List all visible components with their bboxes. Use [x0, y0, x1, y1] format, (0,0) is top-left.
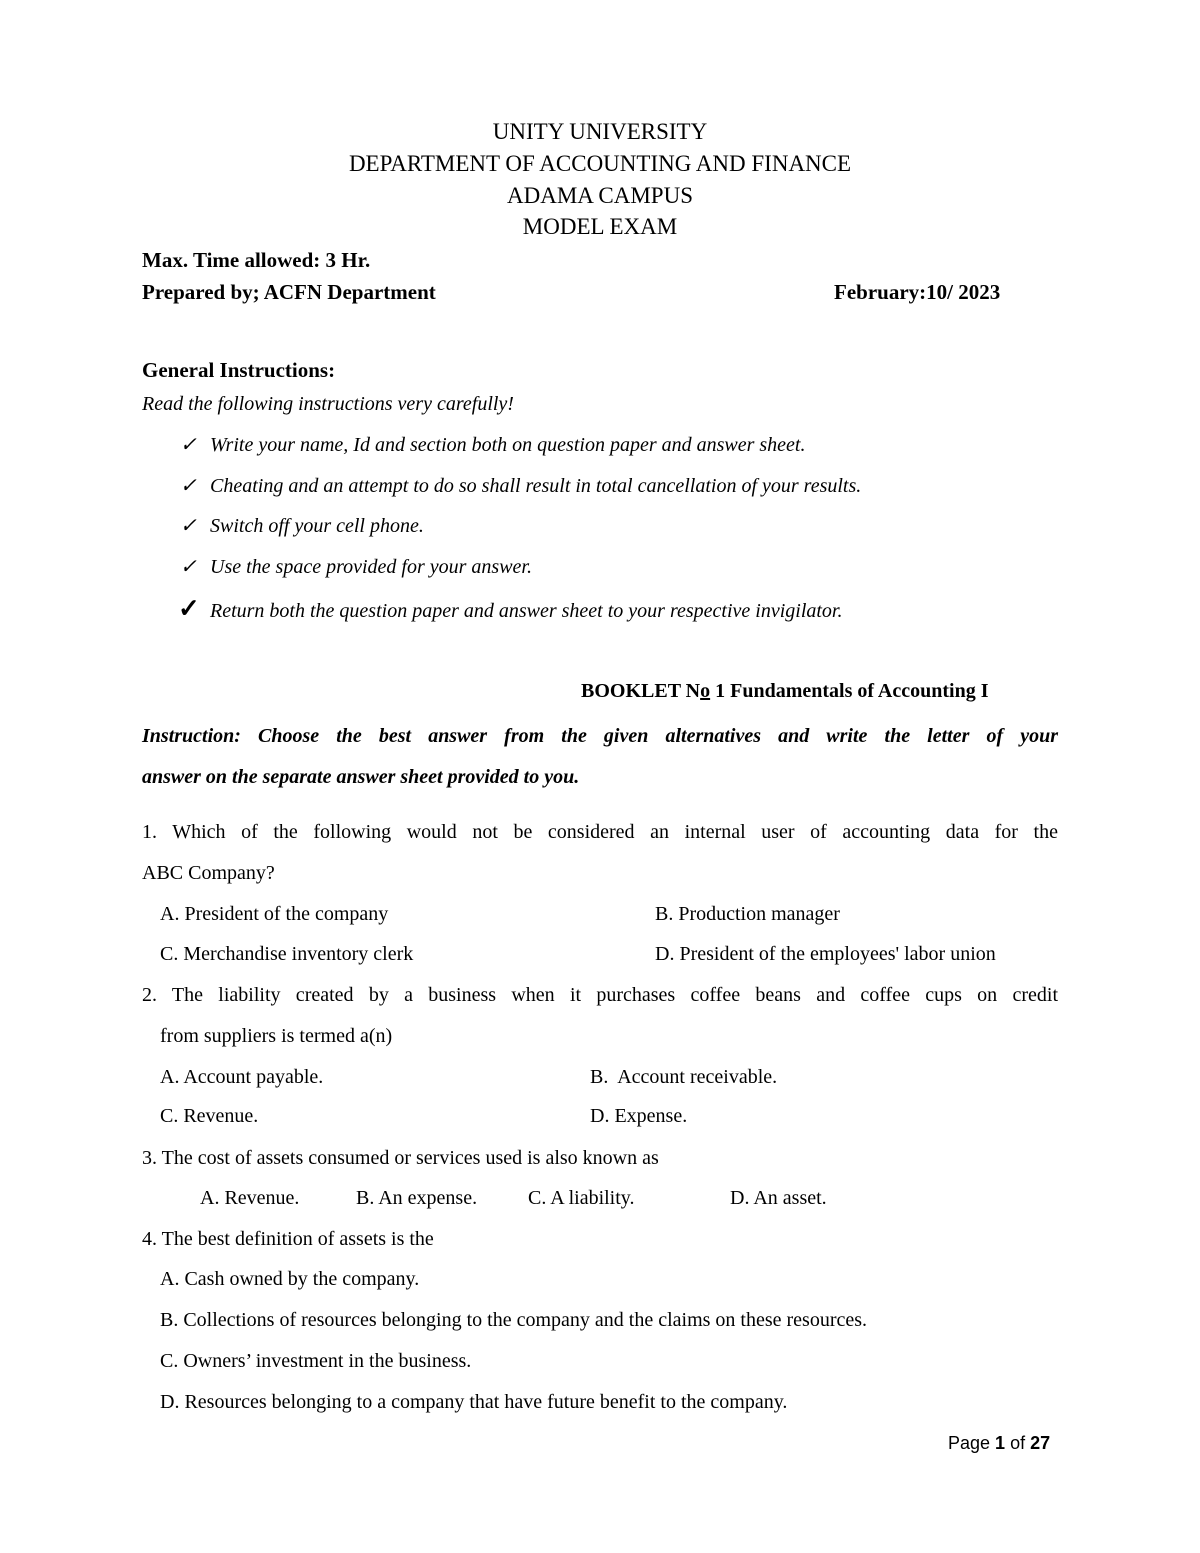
answer-option: B. Production manager — [655, 903, 840, 925]
question-stem: 2. The liability created by a business when it purchases coffee beans and coffee cups on credit — [142, 984, 1058, 1006]
campus-name: ADAMA CAMPUS — [507, 183, 693, 208]
instructions-intro: Read the following instructions very carefully! — [142, 393, 514, 415]
question-stem: 1. Which of the following would not be considered an internal user of accounting data for the — [142, 821, 1058, 843]
instruction-item: ✓ Switch off your cell phone. — [180, 515, 424, 537]
instructions-heading: General Instructions: — [142, 358, 336, 382]
department-name: DEPARTMENT OF ACCOUNTING AND FINANCE — [348, 151, 852, 176]
answer-option: C. Revenue. — [160, 1105, 259, 1127]
instruction-item: ✓ Cheating and an attempt to do so shall result in total cancellation of your results. — [180, 475, 862, 497]
answer-option: D. Expense. — [590, 1105, 688, 1127]
question-stem-cont: ABC Company? — [142, 862, 275, 884]
checkmark-icon: ✓ — [180, 515, 197, 537]
answer-option: A. Account payable. — [160, 1066, 324, 1088]
answer-option: D. An asset. — [730, 1187, 827, 1209]
answer-option: A. Revenue. — [200, 1187, 300, 1209]
exam-title: MODEL EXAM — [522, 214, 678, 239]
prepared-by: Prepared by; ACFN Department — [142, 280, 436, 304]
instruction-item: ✓ Write your name, Id and section both on question paper and answer sheet. — [180, 434, 806, 456]
answer-option: C. Merchandise inventory clerk — [160, 943, 414, 965]
instruction-item: ✓ Use the space provided for your answer. — [180, 556, 532, 578]
checkmark-icon: ✓ — [180, 556, 197, 578]
answer-option: C. Owners’ investment in the business. — [160, 1350, 472, 1372]
question-stem-cont: from suppliers is termed a(n) — [160, 1025, 393, 1047]
section-instruction: Instruction: Choose the best answer from the given alternatives and write the letter of your — [142, 725, 1058, 747]
section-instruction-cont: answer on the separate answer sheet provided to you. — [142, 766, 580, 788]
answer-option: A. President of the company — [160, 903, 389, 925]
time-allowed: Max. Time allowed: 3 Hr. — [142, 248, 371, 272]
answer-option: D. Resources belonging to a company that have future benefit to the company. — [160, 1391, 788, 1413]
booklet-title: BOOKLET No 1 Fundamentals of Accounting I — [581, 680, 989, 702]
question-stem: 4. The best definition of assets is the — [142, 1228, 434, 1250]
answer-option: A. Cash owned by the company. — [160, 1268, 420, 1290]
answer-option: B. Account receivable. — [590, 1066, 778, 1088]
checkmark-icon: ✓ — [178, 594, 200, 623]
page-number: Page 1 of 27 — [948, 1433, 1051, 1453]
question-stem: 3. The cost of assets consumed or services used is also known as — [142, 1147, 659, 1169]
exam-date: February:10/ 2023 — [834, 280, 1001, 304]
answer-option: B. An expense. — [356, 1187, 478, 1209]
answer-option: C. A liability. — [528, 1187, 635, 1209]
answer-option: D. President of the employees' labor union — [655, 943, 996, 965]
instruction-item: ✓ Return both the question paper and answer sheet to your respective invigilator. — [178, 594, 843, 623]
university-name: UNITY UNIVERSITY — [492, 119, 708, 144]
checkmark-icon: ✓ — [180, 434, 197, 456]
checkmark-icon: ✓ — [180, 475, 197, 497]
answer-option: B. Collections of resources belonging to the company and the claims on these resources. — [160, 1309, 868, 1331]
